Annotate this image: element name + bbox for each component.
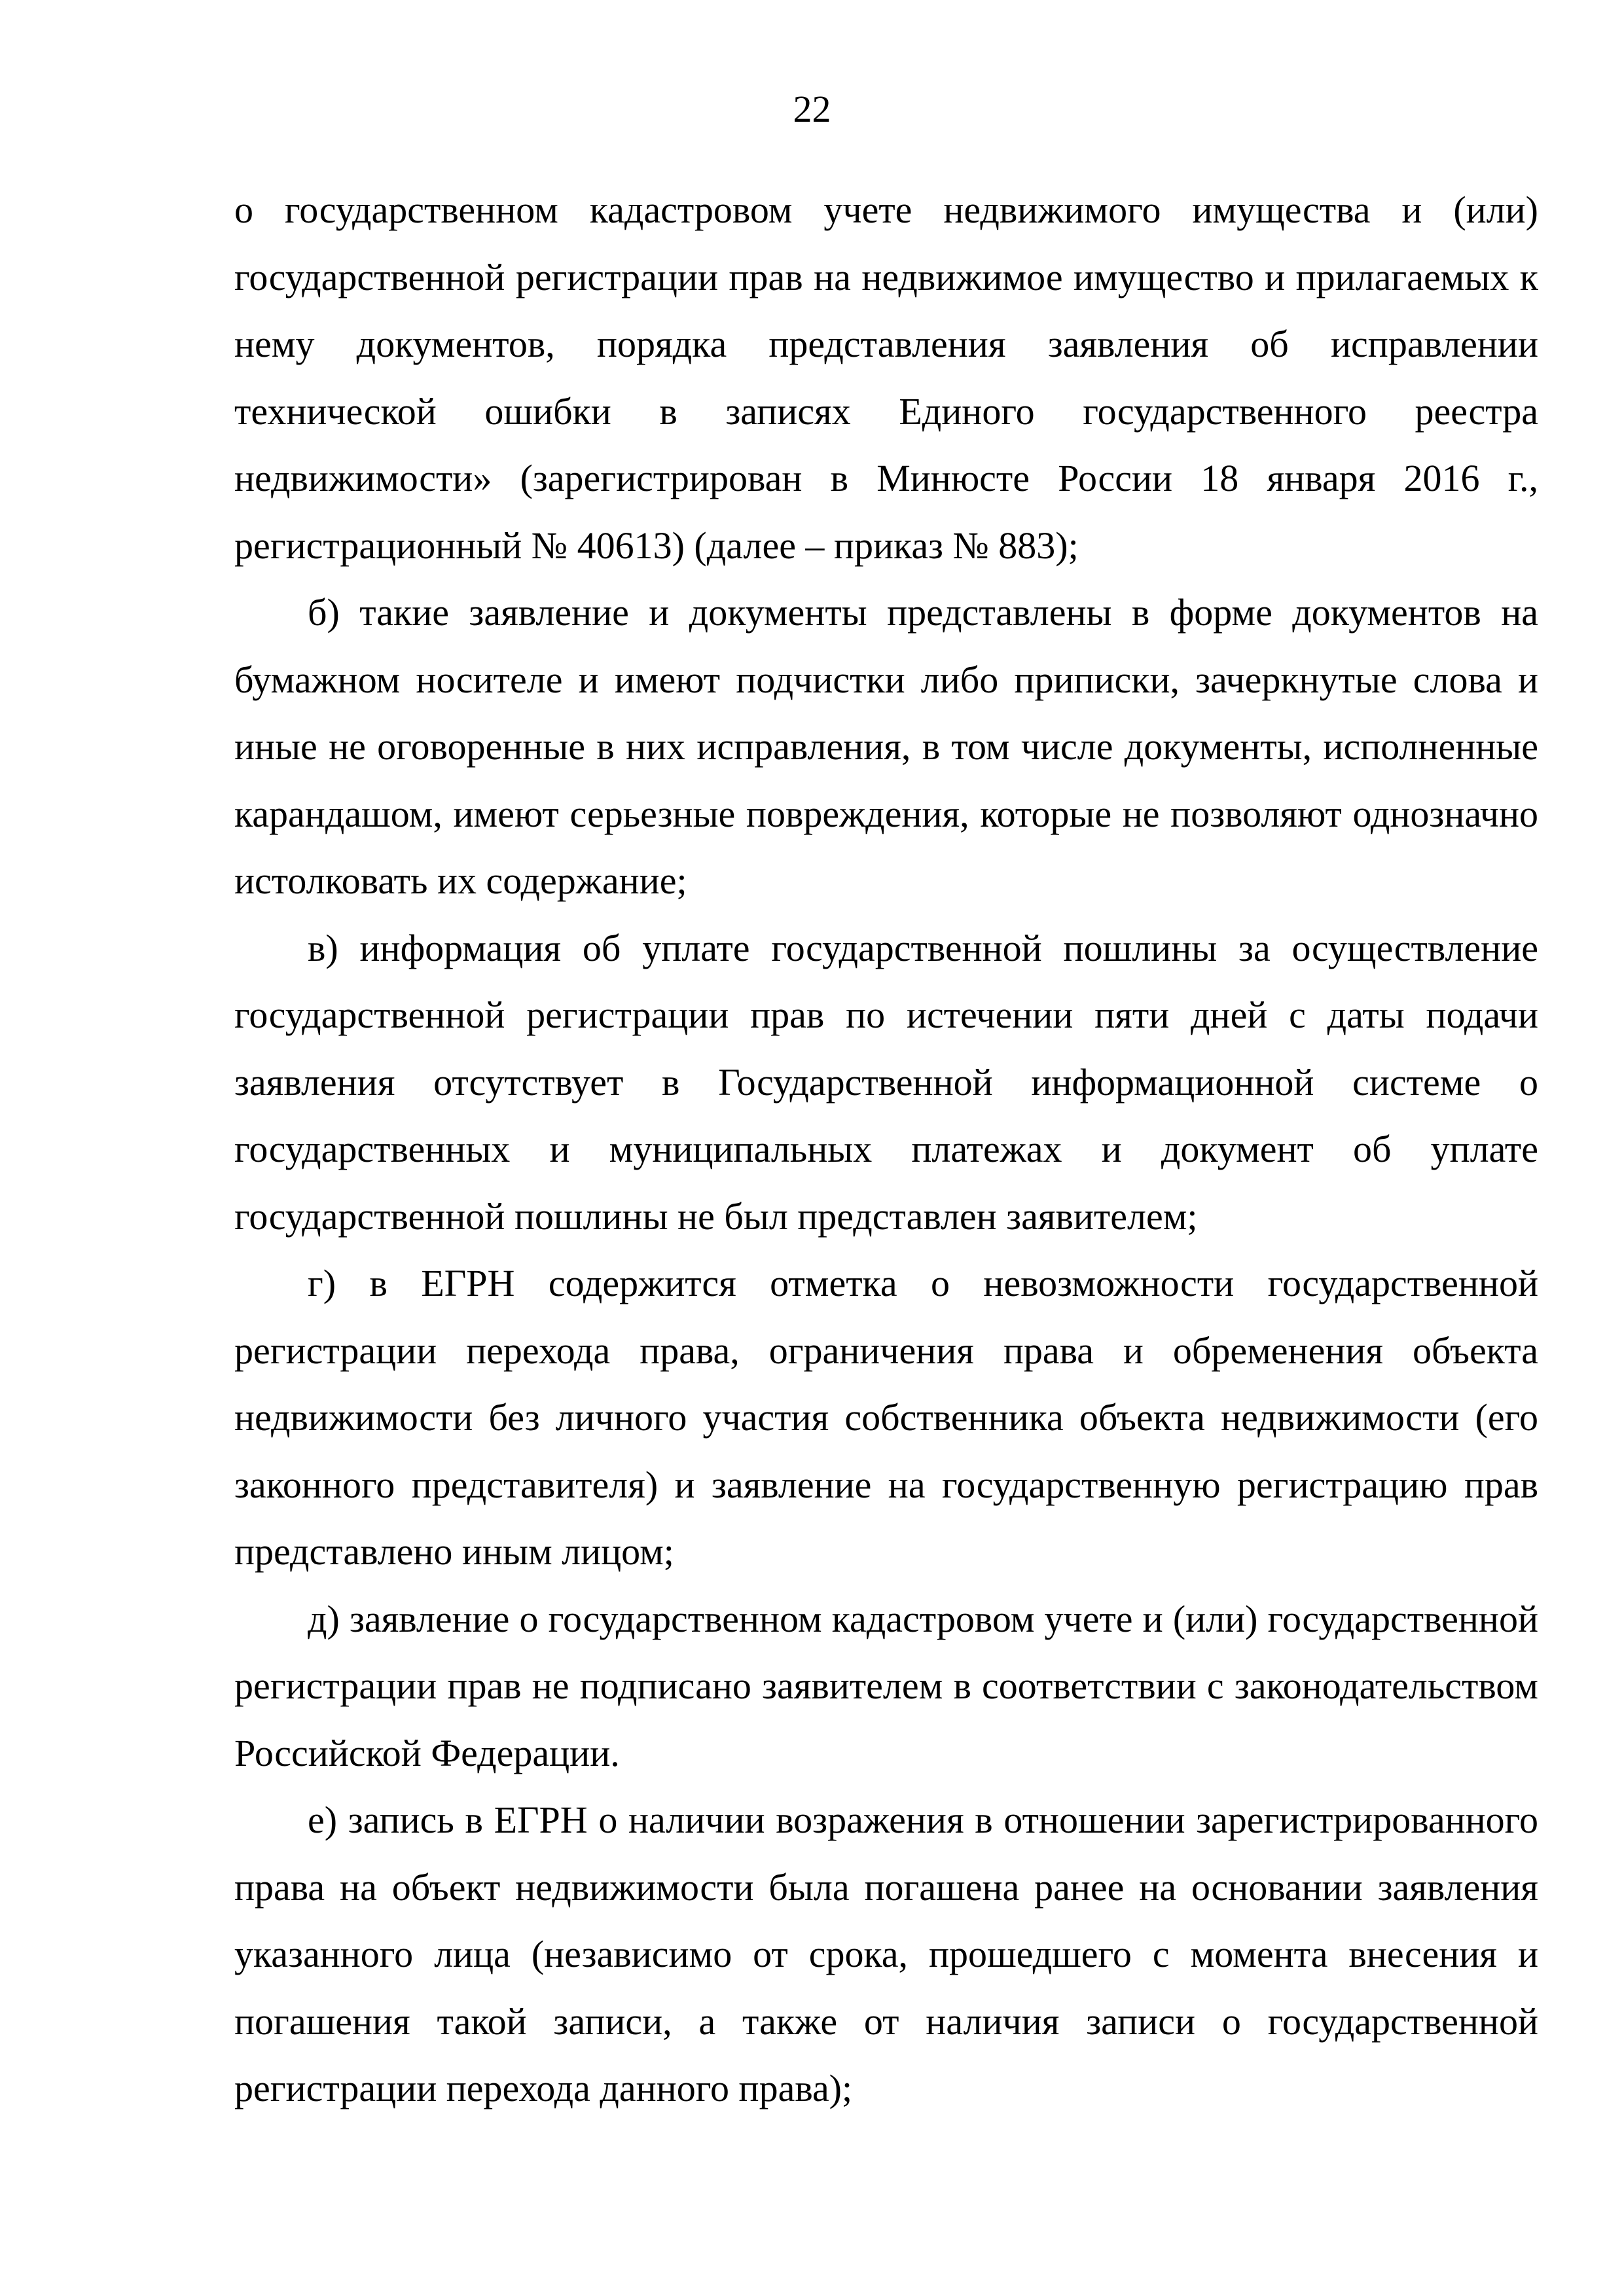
paragraph-item-g: г) в ЕГРН содержится отметка о невозможности государственной регистрации перехода права, ограничения права и обременения объекта недвижимости без личного участия собственника объекта недвижимости (его законного представителя) и заявление на государственную регистрацию прав представлено иным лицом; bbox=[234, 1262, 1538, 1573]
paragraph-item-e: е) запись в ЕГРН о наличии возражения в отношении зарегистрированного права на объект недвижимости была погашена ранее на основании заявления указанного лица (независимо от срока, прошедшего с момента внесения и погашения такой записи, а также от наличия записи о государственной регистрации перехода данного права); bbox=[234, 1799, 1538, 2109]
page-number: 22 bbox=[793, 88, 831, 130]
document-body bbox=[234, 177, 1538, 2123]
paragraph-item-b: б) такие заявление и документы представлены в форме документов на бумажном носителе и имеют подчистки либо приписки, зачеркнутые слова и иные не оговоренные в них исправления, в том числе документы, исполненные карандашом, имеют серьезные повреждения, которые не позволяют однозначно истолковать их содержание; bbox=[234, 591, 1538, 902]
paragraph-item-v: в) информация об уплате государственной пошлины за осуществление государственной регистрации прав по истечении пяти дней с даты подачи заявления отсутствует в Государственной информационной системе о государственных и муниципальных платежах и документ об уплате государственной пошлины не был представлен заявителем; bbox=[234, 926, 1538, 1238]
paragraph-item-d: д) заявление о государственном кадастровом учете и (или) государственной регистрации прав не подписано заявителем в соответствии с законодательством Российской Федерации. bbox=[234, 1597, 1538, 1774]
paragraph-intro-continuation: о государственном кадастровом учете недвижимого имущества и (или) государственной регистрации прав на недвижимое имущество и прилагаемых к нему документов, порядка представления заявления об исправлении технической ошибки в записях Единого государственного реестра недвижимости» (зарегистрирован в Минюсте России 18 января 2016 г., регистрационный № 40613) (далее – приказ № 883); bbox=[234, 188, 1538, 567]
